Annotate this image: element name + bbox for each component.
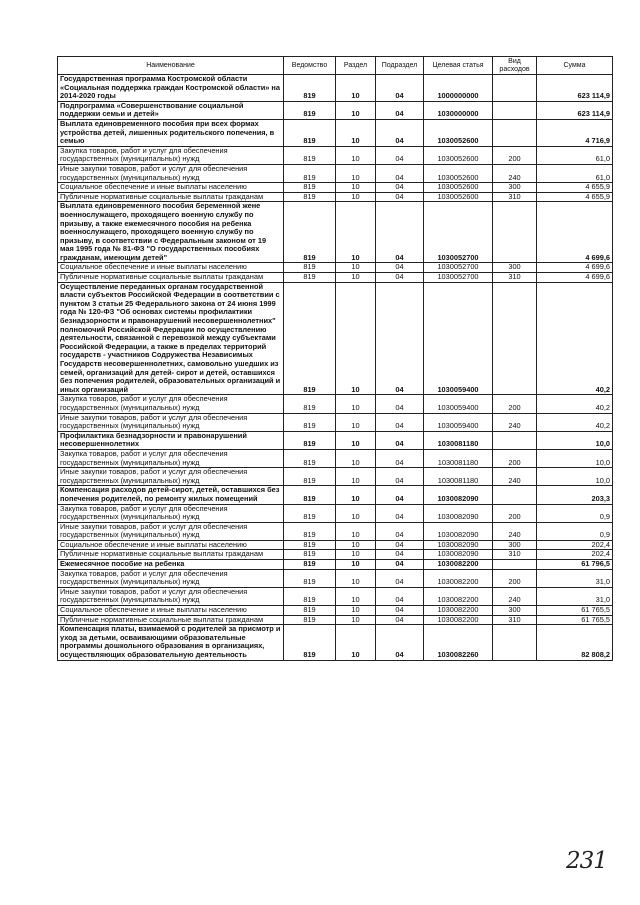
cell-vedomstvo: 819 [284, 606, 336, 616]
table-row [58, 395, 613, 413]
header-vedomstvo: Ведомство [284, 57, 336, 75]
cell-vedomstvo: 819 [284, 431, 336, 449]
cell-summa: 0,9 [537, 522, 613, 540]
cell-celevaya-statya: 1030081180 [424, 449, 493, 467]
table-row [58, 263, 613, 273]
cell-summa: 40,2 [537, 282, 613, 395]
cell-summa: 623 114,9 [537, 75, 613, 102]
cell-vedomstvo: 819 [284, 486, 336, 504]
cell-razdel: 10 [336, 569, 376, 587]
cell-name: Социальное обеспечение и иные выплаты населению [58, 606, 284, 616]
header-celevaya-statya: Целевая статья [424, 57, 493, 75]
table-row [58, 192, 613, 202]
cell-summa: 61 765,5 [537, 615, 613, 625]
cell-vid-raskhodov: 200 [493, 504, 537, 522]
cell-podrazdel: 04 [376, 615, 424, 625]
cell-vid-raskhodov: 240 [493, 468, 537, 486]
cell-name: Закупка товаров, работ и услуг для обеспечения государственных (муниципальных) нужд [58, 395, 284, 413]
cell-vid-raskhodov: 240 [493, 587, 537, 605]
cell-vedomstvo: 819 [284, 615, 336, 625]
cell-name: Иные закупки товаров, работ и услуг для обеспечения государственных (муниципальных) нужд [58, 587, 284, 605]
cell-podrazdel: 04 [376, 606, 424, 616]
cell-vid-raskhodov: 300 [493, 606, 537, 616]
header-summa: Сумма [537, 57, 613, 75]
cell-vid-raskhodov [493, 625, 537, 660]
cell-podrazdel: 04 [376, 449, 424, 467]
cell-vedomstvo: 819 [284, 468, 336, 486]
cell-podrazdel: 04 [376, 625, 424, 660]
cell-celevaya-statya: 1030082090 [424, 550, 493, 560]
cell-celevaya-statya: 1030052700 [424, 202, 493, 263]
cell-vid-raskhodov: 310 [493, 192, 537, 202]
cell-podrazdel: 04 [376, 273, 424, 283]
cell-vid-raskhodov: 240 [493, 164, 537, 182]
cell-podrazdel: 04 [376, 560, 424, 570]
table-row [58, 550, 613, 560]
cell-podrazdel: 04 [376, 504, 424, 522]
cell-razdel: 10 [336, 449, 376, 467]
cell-razdel: 10 [336, 522, 376, 540]
cell-podrazdel: 04 [376, 486, 424, 504]
cell-celevaya-statya: 1030052700 [424, 263, 493, 273]
cell-name: Иные закупки товаров, работ и услуг для обеспечения государственных (муниципальных) нужд [58, 522, 284, 540]
cell-vedomstvo: 819 [284, 522, 336, 540]
cell-celevaya-statya: 1030082200 [424, 569, 493, 587]
page-number: 231 [566, 848, 607, 874]
cell-celevaya-statya: 1030082260 [424, 625, 493, 660]
cell-name: Социальное обеспечение и иные выплаты населению [58, 263, 284, 273]
cell-name: Иные закупки товаров, работ и услуг для обеспечения государственных (муниципальных) нужд [58, 413, 284, 431]
cell-podrazdel: 04 [376, 282, 424, 395]
table-row [58, 569, 613, 587]
cell-summa: 61,0 [537, 146, 613, 164]
table-row [58, 540, 613, 550]
cell-podrazdel: 04 [376, 263, 424, 273]
cell-vid-raskhodov: 310 [493, 550, 537, 560]
cell-razdel: 10 [336, 263, 376, 273]
cell-celevaya-statya: 1030082090 [424, 486, 493, 504]
cell-celevaya-statya: 1030082090 [424, 522, 493, 540]
cell-vedomstvo: 819 [284, 449, 336, 467]
cell-vid-raskhodov [493, 75, 537, 102]
cell-podrazdel: 04 [376, 101, 424, 119]
table-row [58, 119, 613, 146]
cell-summa: 10,0 [537, 431, 613, 449]
cell-name: Закупка товаров, работ и услуг для обеспечения государственных (муниципальных) нужд [58, 504, 284, 522]
cell-vedomstvo: 819 [284, 101, 336, 119]
cell-name: Закупка товаров, работ и услуг для обеспечения государственных (муниципальных) нужд [58, 146, 284, 164]
cell-vid-raskhodov: 310 [493, 615, 537, 625]
cell-summa: 31,0 [537, 587, 613, 605]
cell-podrazdel: 04 [376, 468, 424, 486]
cell-razdel: 10 [336, 413, 376, 431]
cell-vid-raskhodov [493, 560, 537, 570]
table-body [58, 75, 613, 661]
cell-name: Социальное обеспечение и иные выплаты населению [58, 183, 284, 193]
cell-summa: 4 699,6 [537, 202, 613, 263]
cell-podrazdel: 04 [376, 395, 424, 413]
cell-summa: 31,0 [537, 569, 613, 587]
table-row [58, 625, 613, 660]
cell-name: Публичные нормативные социальные выплаты гражданам [58, 550, 284, 560]
cell-podrazdel: 04 [376, 431, 424, 449]
table-row [58, 164, 613, 182]
cell-celevaya-statya: 1030081180 [424, 468, 493, 486]
table-header-row [58, 57, 613, 75]
cell-podrazdel: 04 [376, 569, 424, 587]
cell-celevaya-statya: 1030052600 [424, 164, 493, 182]
cell-name: Компенсация расходов детей-сирот, детей, оставшихся без попечения родителей, по ремонту жилых помещений [58, 486, 284, 504]
cell-name: Иные закупки товаров, работ и услуг для обеспечения государственных (муниципальных) нужд [58, 164, 284, 182]
table-row [58, 615, 613, 625]
cell-name: Публичные нормативные социальные выплаты гражданам [58, 615, 284, 625]
table-row [58, 282, 613, 395]
cell-celevaya-statya: 1000000000 [424, 75, 493, 102]
cell-name: Выплата единовременного пособия беременной жене военнослужащего, проходящего военную службу по призыву, а также ежемесячного пособия на ребенка военнослужащего, проходящего военную службу по призыву, в соответствии с Федеральным законом от 19 мая 1995 года № 81-ФЗ "О государственных пособиях гражданам, имеющим детей" [58, 202, 284, 263]
cell-vid-raskhodov: 240 [493, 522, 537, 540]
cell-summa: 61 765,5 [537, 606, 613, 616]
cell-razdel: 10 [336, 615, 376, 625]
cell-vedomstvo: 819 [284, 625, 336, 660]
cell-podrazdel: 04 [376, 587, 424, 605]
cell-podrazdel: 04 [376, 183, 424, 193]
table-row [58, 146, 613, 164]
cell-celevaya-statya: 1030052600 [424, 119, 493, 146]
cell-podrazdel: 04 [376, 540, 424, 550]
cell-celevaya-statya: 1030082090 [424, 540, 493, 550]
cell-vid-raskhodov: 200 [493, 395, 537, 413]
cell-celevaya-statya: 1030082090 [424, 504, 493, 522]
cell-vedomstvo: 819 [284, 540, 336, 550]
cell-celevaya-statya: 1030082200 [424, 615, 493, 625]
cell-vid-raskhodov: 300 [493, 263, 537, 273]
cell-vid-raskhodov [493, 282, 537, 395]
table-row [58, 606, 613, 616]
cell-summa: 202,4 [537, 550, 613, 560]
cell-vedomstvo: 819 [284, 273, 336, 283]
cell-vedomstvo: 819 [284, 119, 336, 146]
cell-summa: 4 655,9 [537, 183, 613, 193]
cell-celevaya-statya: 1030059400 [424, 282, 493, 395]
cell-summa: 40,2 [537, 395, 613, 413]
cell-vedomstvo: 819 [284, 263, 336, 273]
cell-name: Профилактика безнадзорности и правонарушений несовершеннолетних [58, 431, 284, 449]
cell-vid-raskhodov: 200 [493, 569, 537, 587]
cell-celevaya-statya: 1030082200 [424, 560, 493, 570]
cell-celevaya-statya: 1030000000 [424, 101, 493, 119]
cell-razdel: 10 [336, 101, 376, 119]
cell-razdel: 10 [336, 606, 376, 616]
cell-celevaya-statya: 1030059400 [424, 413, 493, 431]
cell-vid-raskhodov [493, 101, 537, 119]
table-row [58, 486, 613, 504]
cell-vedomstvo: 819 [284, 183, 336, 193]
cell-razdel: 10 [336, 273, 376, 283]
table-row [58, 449, 613, 467]
cell-vid-raskhodov [493, 486, 537, 504]
cell-podrazdel: 04 [376, 119, 424, 146]
cell-razdel: 10 [336, 625, 376, 660]
cell-name: Осуществление переданных органам государственной власти субъектов Российской Федерации в соответствии с пунктом 3 статьи 25 Федерального закона от 24 июня 1999 года № 120-ФЗ "Об основах системы профилактики безнадзорности и правонарушений несовершеннолетних" полномочий Российской Федерации по осуществлению деятельности, связанной с перевозкой между субъектами Российской Федерации, а также в пределах территорий государств - участников Содружества Независимых Государств несовершеннолетних, самовольно ушедших из семей, организаций для детей- сирот и детей, оставшихся без попечения родителей, образовательных организаций и иных организаций [58, 282, 284, 395]
cell-name: Подпрограмма «Совершенствование социальной поддержки семьи и детей» [58, 101, 284, 119]
cell-vid-raskhodov: 300 [493, 183, 537, 193]
cell-summa: 4 716,9 [537, 119, 613, 146]
cell-summa: 10,0 [537, 468, 613, 486]
cell-vedomstvo: 819 [284, 164, 336, 182]
cell-vid-raskhodov [493, 119, 537, 146]
cell-vid-raskhodov [493, 202, 537, 263]
cell-razdel: 10 [336, 119, 376, 146]
cell-razdel: 10 [336, 282, 376, 395]
cell-podrazdel: 04 [376, 413, 424, 431]
cell-summa: 61,0 [537, 164, 613, 182]
cell-celevaya-statya: 1030059400 [424, 395, 493, 413]
header-podrazdel: Подраздел [376, 57, 424, 75]
cell-summa: 40,2 [537, 413, 613, 431]
budget-table [57, 56, 613, 661]
cell-celevaya-statya: 1030081180 [424, 431, 493, 449]
cell-name: Ежемесячное пособие на ребенка [58, 560, 284, 570]
cell-vedomstvo: 819 [284, 550, 336, 560]
cell-vedomstvo: 819 [284, 395, 336, 413]
cell-name: Закупка товаров, работ и услуг для обеспечения государственных (муниципальных) нужд [58, 569, 284, 587]
cell-name: Компенсация платы, взимаемой с родителей за присмотр и уход за детьми, осваивающими образовательные программы дошкольного образования в организациях, осуществляющих образовательную деятельность [58, 625, 284, 660]
cell-razdel: 10 [336, 183, 376, 193]
cell-celevaya-statya: 1030052600 [424, 192, 493, 202]
cell-summa: 4 655,9 [537, 192, 613, 202]
cell-vedomstvo: 819 [284, 560, 336, 570]
cell-razdel: 10 [336, 75, 376, 102]
cell-podrazdel: 04 [376, 522, 424, 540]
cell-vid-raskhodov: 200 [493, 449, 537, 467]
cell-vedomstvo: 819 [284, 75, 336, 102]
cell-vid-raskhodov: 310 [493, 273, 537, 283]
cell-vid-raskhodov: 240 [493, 413, 537, 431]
cell-summa: 0,9 [537, 504, 613, 522]
cell-razdel: 10 [336, 395, 376, 413]
header-razdel: Раздел [336, 57, 376, 75]
header-vid-raskhodov: Вид расходов [493, 57, 537, 75]
cell-name: Публичные нормативные социальные выплаты гражданам [58, 273, 284, 283]
cell-vedomstvo: 819 [284, 504, 336, 522]
cell-summa: 82 808,2 [537, 625, 613, 660]
cell-podrazdel: 04 [376, 550, 424, 560]
cell-name: Публичные нормативные социальные выплаты гражданам [58, 192, 284, 202]
cell-summa: 61 796,5 [537, 560, 613, 570]
cell-razdel: 10 [336, 164, 376, 182]
cell-podrazdel: 04 [376, 202, 424, 263]
table-row [58, 587, 613, 605]
cell-vedomstvo: 819 [284, 192, 336, 202]
cell-celevaya-statya: 1030052700 [424, 273, 493, 283]
table-row [58, 183, 613, 193]
cell-podrazdel: 04 [376, 192, 424, 202]
header-name: Наименование [58, 57, 284, 75]
table-row [58, 202, 613, 263]
table-row [58, 75, 613, 102]
cell-razdel: 10 [336, 540, 376, 550]
cell-summa: 203,3 [537, 486, 613, 504]
cell-name: Выплата единовременного пособия при всех формах устройства детей, лишенных родительского попечения, в семью [58, 119, 284, 146]
cell-vid-raskhodov: 200 [493, 146, 537, 164]
cell-vedomstvo: 819 [284, 202, 336, 263]
table-row [58, 468, 613, 486]
cell-razdel: 10 [336, 431, 376, 449]
cell-razdel: 10 [336, 560, 376, 570]
cell-razdel: 10 [336, 587, 376, 605]
table-row [58, 522, 613, 540]
cell-name: Закупка товаров, работ и услуг для обеспечения государственных (муниципальных) нужд [58, 449, 284, 467]
cell-razdel: 10 [336, 192, 376, 202]
table-row [58, 504, 613, 522]
cell-podrazdel: 04 [376, 164, 424, 182]
cell-name: Социальное обеспечение и иные выплаты населению [58, 540, 284, 550]
cell-vedomstvo: 819 [284, 146, 336, 164]
cell-summa: 4 699,6 [537, 273, 613, 283]
cell-name: Государственная программа Костромской области «Социальная поддержка граждан Костромской области» на 2014-2020 годы [58, 75, 284, 102]
cell-razdel: 10 [336, 202, 376, 263]
table-row [58, 413, 613, 431]
cell-summa: 4 699,6 [537, 263, 613, 273]
cell-vedomstvo: 819 [284, 569, 336, 587]
cell-vedomstvo: 819 [284, 587, 336, 605]
table-row [58, 273, 613, 283]
cell-razdel: 10 [336, 550, 376, 560]
cell-vid-raskhodov: 300 [493, 540, 537, 550]
cell-celevaya-statya: 1030052600 [424, 146, 493, 164]
cell-summa: 623 114,9 [537, 101, 613, 119]
cell-celevaya-statya: 1030082200 [424, 606, 493, 616]
cell-razdel: 10 [336, 486, 376, 504]
cell-razdel: 10 [336, 146, 376, 164]
cell-summa: 10,0 [537, 449, 613, 467]
cell-celevaya-statya: 1030082200 [424, 587, 493, 605]
cell-vedomstvo: 819 [284, 413, 336, 431]
cell-podrazdel: 04 [376, 75, 424, 102]
cell-summa: 202,4 [537, 540, 613, 550]
cell-vid-raskhodov [493, 431, 537, 449]
table-row [58, 101, 613, 119]
cell-razdel: 10 [336, 504, 376, 522]
cell-vedomstvo: 819 [284, 282, 336, 395]
cell-razdel: 10 [336, 468, 376, 486]
table-row [58, 431, 613, 449]
cell-celevaya-statya: 1030052600 [424, 183, 493, 193]
cell-podrazdel: 04 [376, 146, 424, 164]
table-row [58, 560, 613, 570]
cell-name: Иные закупки товаров, работ и услуг для обеспечения государственных (муниципальных) нужд [58, 468, 284, 486]
